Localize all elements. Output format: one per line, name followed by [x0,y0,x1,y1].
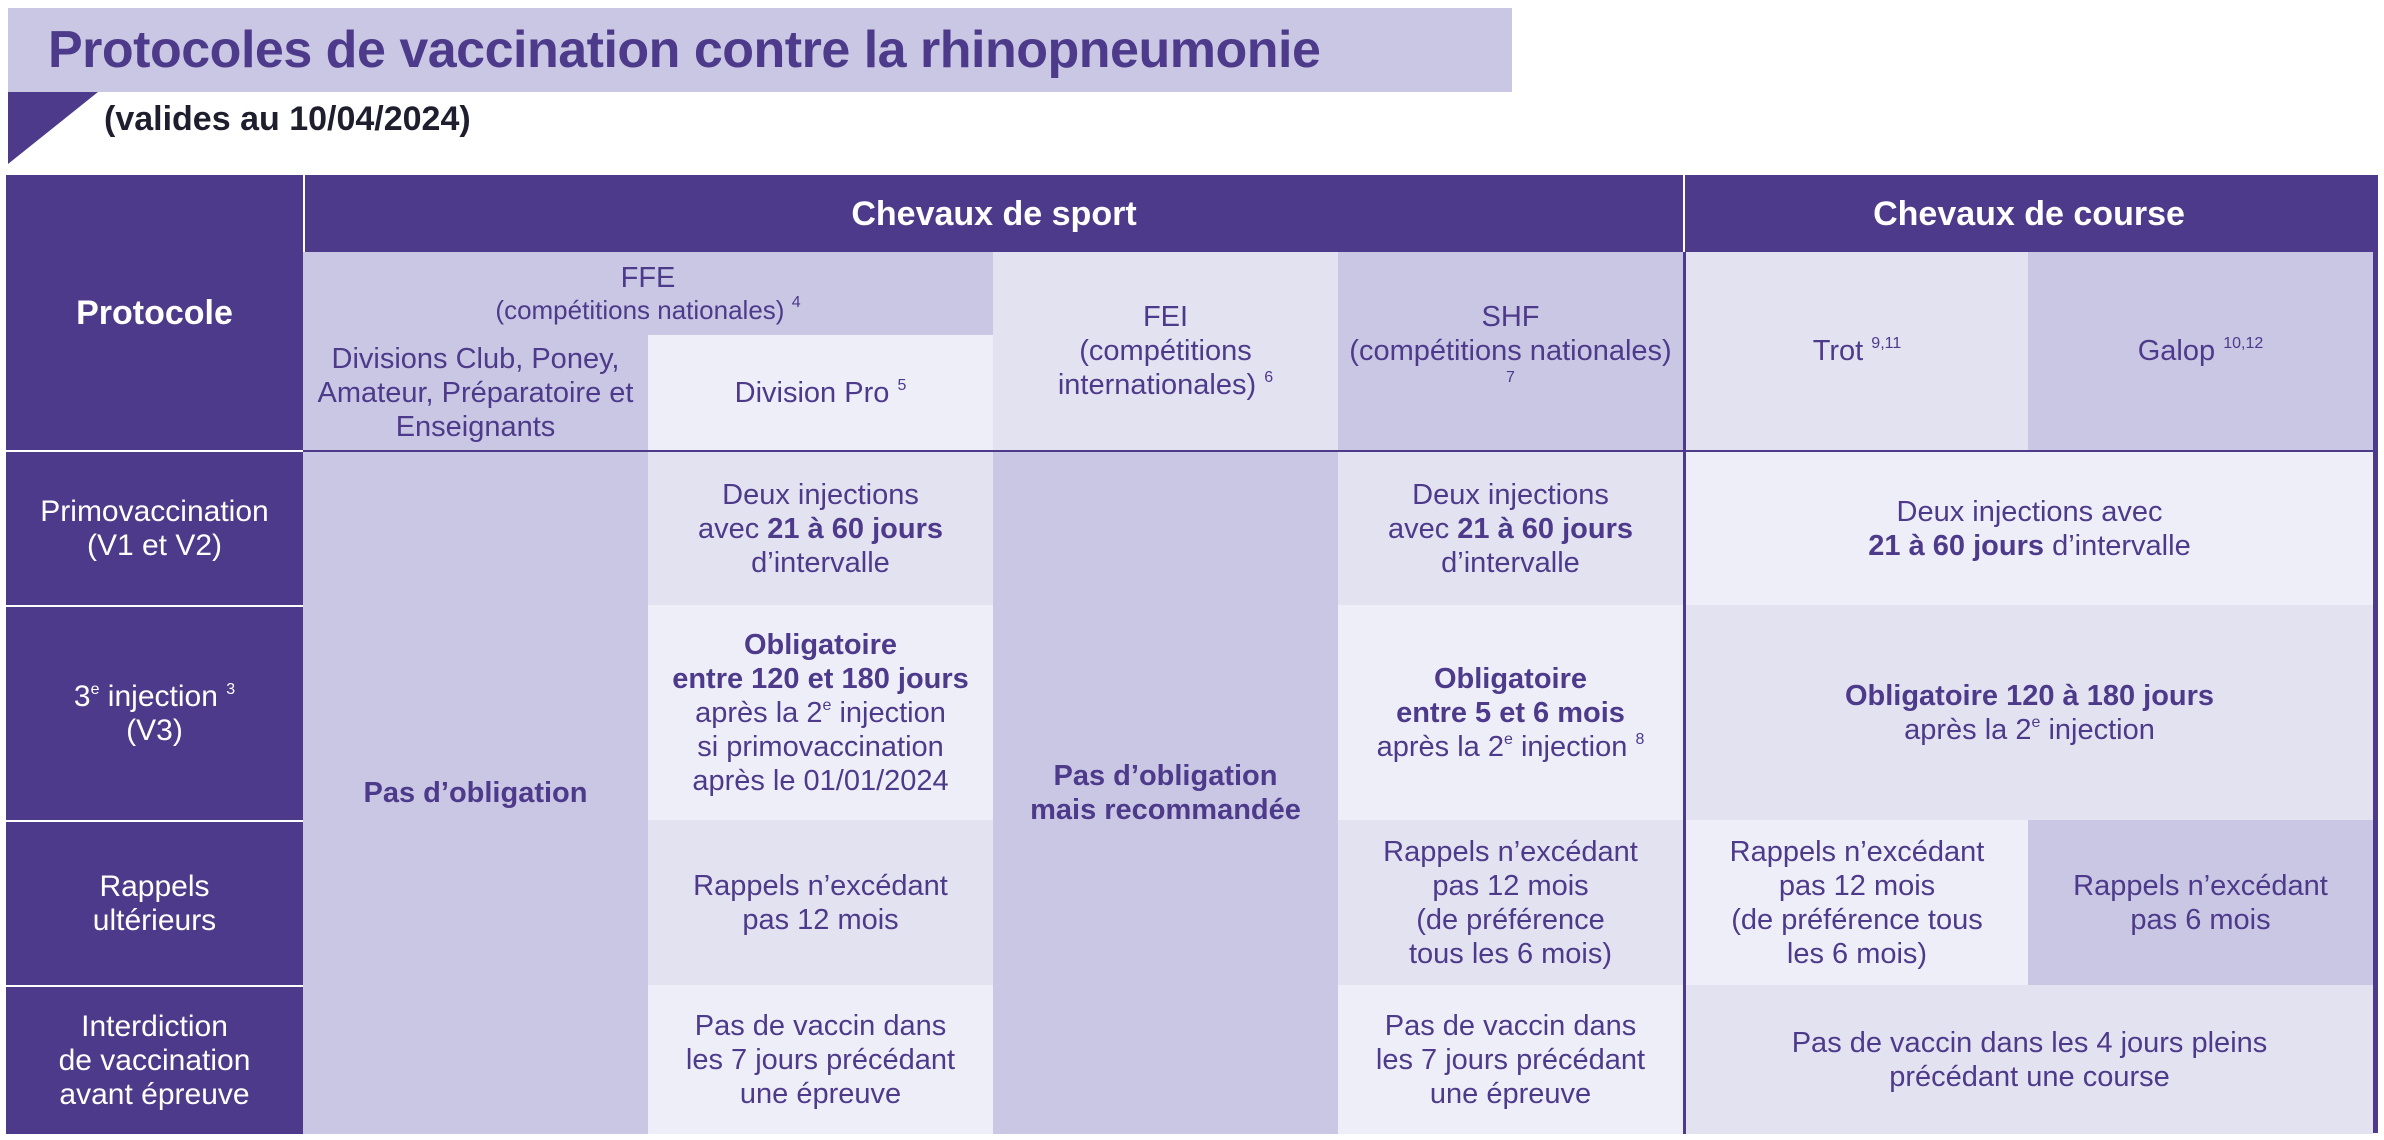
pro-rappels-cell: Rappels n’excédant pas 12 mois [648,820,993,985]
shf-v3-cell: Obligatoire entre 5 et 6 mois après la 2e injection $^8$ [1338,605,1683,820]
shf-interdiction-cell: Pas de vaccin dans les 7 jours précédant une épreuve [1338,985,1683,1134]
title-band [8,8,1512,92]
galop-label: Galop $^{10,12}$ [2137,335,2264,367]
ffe-pro-header [648,335,993,450]
row-header-interdiction: Interdiction de vaccination avant épreuve [6,985,303,1134]
pro-primo-cell: Deux injections avec 21 à 60 jours d’intervalle [648,450,993,605]
group-header-course [1683,175,2373,252]
row-header-primovaccination: Primovaccination (V1 et V2) [6,450,303,605]
row-header-v3: 3e injection $^3$ (V3) [6,605,303,820]
fei-title: FEI [1142,301,1189,333]
course-interdiction-cell: Pas de vaccin dans les 4 jours pleins précédant une course [1683,985,2373,1134]
page-subtitle: (valides au 10/04/2024) [104,100,471,138]
fei-subtitle: (compétitions internationales) $^6$ [1057,335,1274,401]
protocole-label: Protocole [76,293,233,332]
pro-interdiction-cell: Pas de vaccin dans les 7 jours précédant une épreuve [648,985,993,1134]
course-primo-cell: Deux injections avec 21 à 60 jours d’intervalle [1683,450,2373,605]
galop-header [2028,252,2373,450]
trot-rappels-cell: Rappels n’excédant pas 12 mois (de préférence tous les 6 mois) [1683,820,2028,985]
ffe-divisions-header [303,335,648,450]
course-v3-cell: Obligatoire 120 à 180 jours après la 2e injection [1683,605,2373,820]
fei-header [993,252,1338,450]
ffe-subtitle: (compétitions nationales) $^4$ [495,293,801,325]
shf-title: SHF [1481,301,1540,333]
trot-label: Trot $^{9,11}$ [1812,335,1902,367]
ffe-divisions-no-obligation: Pas d’obligation [303,450,648,1134]
shf-subtitle: (compétitions nationales) $^7$ [1349,335,1672,386]
group-header-sport [303,175,1683,252]
protocol-table [6,175,2378,1133]
galop-rappels-cell: Rappels n’excédant pas 6 mois [2028,820,2373,985]
fei-recommended-cell: Pas d’obligation mais recommandée [993,450,1338,1134]
trot-header [1683,252,2028,450]
pro-v3-cell: Obligatoire entre 120 et 180 jours après la 2e injection si primovaccination après le 01/01/2024 [648,605,993,820]
group-course-label: Chevaux de course [1873,194,2185,233]
group-sport-label: Chevaux de sport [851,194,1137,233]
shf-primo-cell: Deux injections avec 21 à 60 jours d’intervalle [1338,450,1683,605]
row-header-rappels: Rappels ultérieurs [6,820,303,985]
ffe-divisions-label: Divisions Club, Poney, Amateur, Préparatoire et Enseignants [317,342,634,443]
shf-header [1338,252,1683,450]
ffe-title: FFE [620,261,676,294]
shf-rappels-cell: Rappels n’excédant pas 12 mois (de préférence tous les 6 mois) [1338,820,1683,985]
title-corner-decoration [8,92,98,164]
ffe-header [303,252,993,335]
page-title: Protocoles de vaccination contre la rhinopneumonie [48,21,1321,79]
protocole-header [6,175,303,450]
ffe-pro-label: Division Pro $^5$ [734,376,907,409]
